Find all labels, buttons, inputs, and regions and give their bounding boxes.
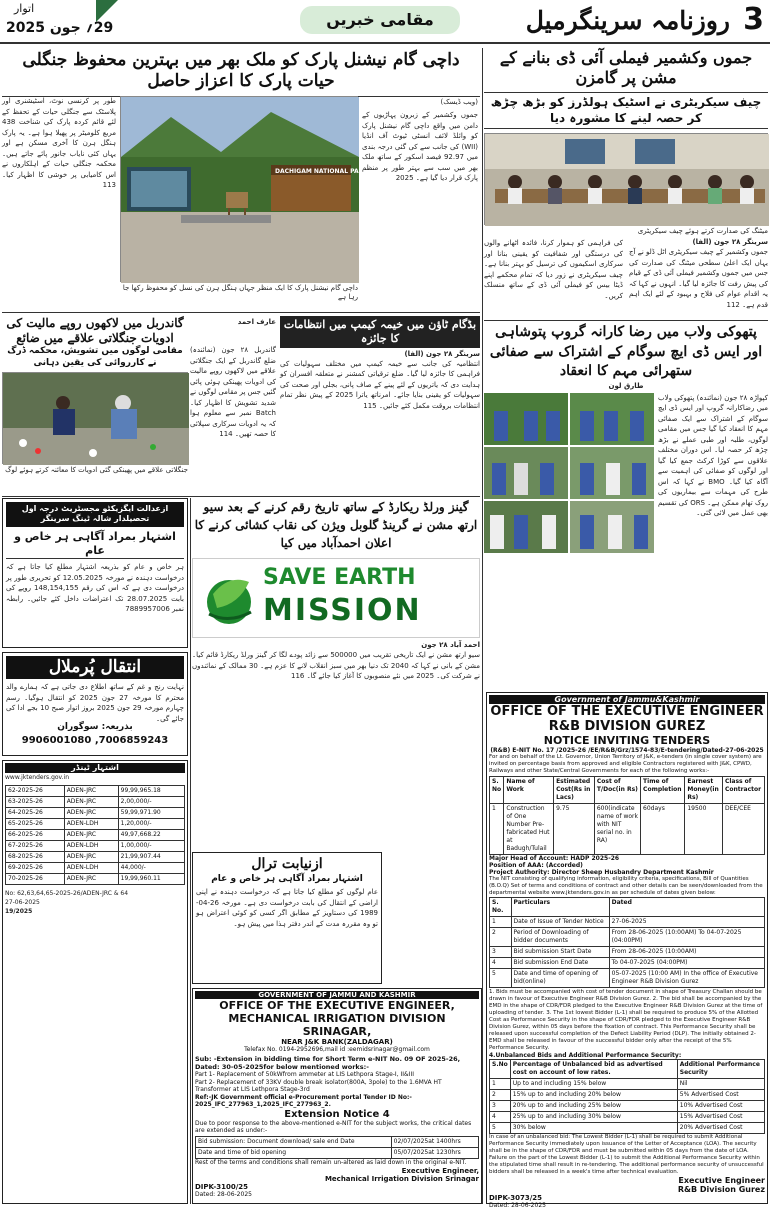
column-rule	[190, 498, 191, 1204]
table-cell: 1	[490, 804, 504, 855]
tender-terms2: In case of an unbalanced bid: The Lowest Bidder (L-1) shall be required to submit Additional Performance Security immediately upon issuance of the Letter of Acceptance (LOA). The security shall be in the shape of CDR/FDR and must be submitted within 05 days from the date of LOA. Failure on the part of the Lowest Bidder (L-1) to submit the Additional Performance Security within the stipulated time shall result in re-tendering. The additional performance security of unsuccessful bidders shall be released in a week's time after technical evaluation.	[489, 1134, 764, 1175]
table-cell: 05/07/2025at 1230hrs	[391, 1147, 478, 1158]
notice-body: عام لوگوں کو مطلع کیا جاتا ہے کہ درخواست دہندہ نے اپنی اراضی کے انتقال کی بابت درخواست دی ہے۔ مورخہ 26-04-1989 کی دستاویز کے مطابق اگر کسی کو کوئی اعتراض ہو تو وہ مقررہ مدت کے اندر دفتر ہذا میں پیش ہو۔	[196, 888, 378, 928]
table-cell: 67-2025-26	[6, 841, 65, 852]
table-cell: 15% Advertised Cost	[677, 1112, 764, 1123]
story-body-col2: جموں وکشمیر کے زبرون پہاڑیوں کے دامن میں واقع داچی گام نیشنل پارک کو وائلڈ لائف انسٹی ٹیوٹ آف انڈیا (WII) کی جانب سے کی گئی درجہ بندی میں 92.97 فیصد اسکور کے ساتھ ملک بھر میں سب سے بہتر طور پر منظم پارک قرار دیا گیا ہے۔ 2025	[362, 111, 478, 182]
tender-part2: Part 2- Replacement of 33KV double break isolator(800A, 3pole) to the 1.6MVA HT Transformer at LIS Lethpora Stage-3rd	[195, 1078, 442, 1093]
table-cell: Bid submission: Document download/ sale end Date	[196, 1136, 392, 1147]
table-cell: 1	[490, 917, 512, 928]
story-budgam	[280, 316, 480, 494]
table-row	[490, 1112, 765, 1123]
photo-caption: میٹنگ کی صدارت کرتے ہوئے چیف سیکریٹری	[637, 227, 768, 236]
table-header-cell: Additional Performance Security	[677, 1060, 764, 1079]
table-cell: 5% Advertised Cost	[677, 1090, 764, 1101]
table-cell: 63-2025-26	[6, 797, 65, 808]
table-row	[490, 947, 765, 958]
table-header-cell: S. No.	[490, 898, 512, 917]
story-body-left: کی فراہمی کو ہموار کرنا، فائدہ اٹھانے والوں کی درستگی اور شفافیت کو یقینی بنانا اور سرکاری اسکیموں کی ترسیل کو بہتر بنانا ہے۔ چیف سیکریٹری نے زور دیا کہ تمام محکمے اپنے ڈیٹا بیس کو فیملی آئی ڈی کے ساتھ منسلک کریں۔	[484, 239, 623, 300]
unbalanced-title: 4.Unbalanced Bids and Additional Performance Security:	[489, 1052, 682, 1059]
page-header	[0, 0, 770, 44]
table-cell: ADEN-JRC	[64, 830, 118, 841]
table-cell: Construction of One Number Pre-fabricated Hut at Badugh/Tulail	[504, 804, 554, 855]
table-header-row	[490, 777, 765, 804]
table-cell: 20% Advertised Cost	[677, 1123, 764, 1134]
notice-heading: اشتہار بمراد آگاہی ہر خاص و عام	[6, 530, 184, 560]
tender-part1: Part 1- Replacement of 50kWfrom ammeter at LIS Lethpora Stage-I, II&III	[195, 1071, 415, 1078]
table-cell: 69-2025-26	[6, 863, 65, 874]
table-header-cell: Particulars	[511, 898, 609, 917]
notice-footer-date: 27-06-2025	[5, 899, 40, 907]
notice-title: انتقال پُرملال	[6, 656, 184, 679]
table-cell: 1,20,000/-	[118, 819, 184, 830]
table-row	[490, 969, 765, 988]
story-headline: داچی گام نیشنل پارک کو ملک بھر میں بہترین محفوظ جنگلی حیات پارک کا اعزاز حاصل	[2, 50, 480, 97]
tender-govt: Government of Jammu&Kashmir	[489, 695, 765, 704]
table-row	[6, 819, 185, 830]
table-cell: To 04-07-2025 (04:00PM)	[609, 958, 764, 969]
photo-caption: داچی گام نیشنل پارک کا ایک منظر جہاں ہنگل ہرن کی نسل کو محفوظ رکھا جا رہا ہے	[122, 284, 358, 301]
column-rule	[482, 48, 483, 1204]
table-cell: 60days	[641, 804, 685, 855]
table-cell: Period of Downloading of bidder documents	[511, 928, 609, 947]
story-subheadline: چیف سیکریٹری نے اسٹیک ہولڈرز کو بڑھ چڑھ کر حصہ لینے کا مشورہ دیا	[484, 92, 768, 129]
tender-sign1: Executive Engineer	[678, 1176, 765, 1185]
photo-caption: جنگلاتی علاقے میں پھینکی گئی ادویات کا معائنہ کرتے ہوئے لوگ	[5, 466, 188, 475]
table-row	[6, 863, 185, 874]
table-row	[6, 874, 185, 885]
tender-office: OFFICE OF THE EXECUTIVE ENGINEER	[490, 704, 764, 719]
story-ganderbal	[2, 316, 188, 494]
tender-project: Project Authority: Director Sheep Husbandry Department Kashmir	[489, 869, 714, 876]
story-dateline: احمد آباد ۲۸ جون	[421, 641, 480, 649]
tender-intro: For and on behalf of the Lt. Governor, Union Territory of J&K, e-tenders (in single cover system) are invited on percentage basis from approved and eligible Contractors registered with J&K, CPWD, Railways and other State/Central Governments for each of the following works:-	[489, 754, 762, 774]
notice-url: www.jktenders.gov.in	[5, 774, 70, 782]
extension-body: Due to poor response to the above-mentioned e-NIT for the subject works, the critical dates are extended as under:-	[195, 1119, 472, 1134]
story-headline: پتھوکی ولاب میں رضا کارانہ گروپ پتوشاہی اور ایس ڈی ایچ سوگام کے اشتراک سے صفائی ستھرائی مہم کا انعقاد	[484, 320, 768, 382]
table-cell: 9.75	[554, 804, 595, 855]
corner-decoration	[96, 0, 118, 22]
medicine-photo	[2, 372, 188, 464]
table-cell: ADEN-LDH	[64, 863, 118, 874]
table-header-cell: Cost of T/Doc(in Rs)	[594, 777, 640, 804]
table-cell: 19500	[685, 804, 723, 855]
tender-govt: GOVERNMENT OF JAMMU AND KASHMIR	[195, 991, 479, 999]
notice-body: نہایت رنج و غم کے ساتھ اطلاع دی جاتی ہے کہ ہمارے والد محترم کا مورخہ 27 جون 2025 کو انتقال ہوگیا۔ رسم چہارم مورخہ 29 جون 2025 بروز اتوار صبح 10 بجے ادا کی جائے گی۔	[6, 683, 185, 723]
story-headline: گاندربل میں لاکھوں روپے مالیت کی ادویات جنگلاتی علاقے میں ضائع	[6, 316, 184, 345]
table-row	[6, 830, 185, 841]
table-cell: 4	[490, 958, 512, 969]
earth-leaf-icon	[199, 564, 259, 634]
table-cell: ADEN-LDH	[64, 841, 118, 852]
story-ganderbal-body	[190, 318, 276, 494]
schedule-table	[489, 897, 765, 988]
table-cell: From 28-06-2025 (10:00AM) To 04-07-2025 (04:00PM)	[609, 928, 764, 947]
tender-mechanical	[192, 988, 482, 1204]
table-cell: 02/07/2025at 1400hrs	[391, 1136, 478, 1147]
extension-title: Extension Notice 4	[284, 1108, 390, 1120]
unbalanced-table	[489, 1059, 765, 1134]
tender-subject: Sub: -Extension in bidding time for Short Term e-NIT No. 09 OF 2025-26, Dated: 30-05-2025for below mentioned works:-	[195, 1055, 461, 1071]
table-cell: ADEN-LDH	[64, 819, 118, 830]
park-photo-image	[121, 97, 368, 283]
divider	[2, 496, 480, 497]
table-cell: DEE/CEE	[722, 804, 764, 855]
story-body-col1: طور پر کرنسی نوٹ، اسٹیشنری اور پلاسٹک سے جنگلی حیات کے تحفظ کے لئے قائم کردہ پارک کی شناخت 438 مربع کلومیٹر پر پھیلا ہوا ہے۔ یہ پارک ہنگل ہرن کا آخری مسکن ہے اور یہاں کئی نایاب جانور پائے جاتے ہیں۔ محکمہ جنگلی حیات کے اہلکاروں نے اس کامیابی پر خوشی کا اظہار کیا۔ 113	[2, 97, 116, 189]
table-row	[490, 958, 765, 969]
story-dachigam	[2, 50, 480, 310]
notice-heading: اشتہار بمراد آگاہی ہر خاص و عام	[211, 873, 363, 884]
park-photo	[120, 96, 368, 282]
tender-notice: NOTICE INVITING TENDERS	[543, 734, 711, 747]
table-cell: ADEN-JRC	[64, 786, 118, 797]
table-cell: 20% up to and including 25% below	[510, 1101, 677, 1112]
table-row	[6, 841, 185, 852]
table-cell: Bid submission End Date	[511, 958, 609, 969]
notice-tender-small	[2, 760, 188, 1204]
notice-footer-ref: No: 62,63,64,65-2025-26/ADEN-JRC & 64	[5, 890, 129, 898]
tender-dated: Dated: 28-06-2025	[489, 1202, 546, 1209]
story-byline: عارف احمد	[237, 318, 276, 326]
table-row	[490, 1090, 765, 1101]
table-header-row	[490, 1060, 765, 1079]
table-row	[490, 1079, 765, 1090]
table-row	[490, 1123, 765, 1134]
story-body: کپواڑہ ۲۸ جون (نمائندہ) پتھوکی ولاب میں رضاکارانہ گروپ اور ایس ڈی ایچ سوگام کے اشتراک سے ایک صفائی مہم کا انعقاد کیا گیا جس میں مقامی لوگوں، طلبہ اور طبی عملے نے بڑھ چڑھ کر حصہ لیا۔ اس دوران مختلف علاقوں سے کوڑا کرکٹ جمع کیا گیا اور لوگوں کو صفائی کی اہمیت سے آگاہ کیا گیا۔ BMO نے کہا کہ اس طرح کی مہمات سے بیماریوں کی روک تھام ممکن ہے۔ ORS کی تقسیم بھی عمل میں لائی گئی۔	[658, 393, 768, 518]
table-cell: 2	[490, 1090, 511, 1101]
table-cell: Bid submission Start Date	[511, 947, 609, 958]
table-cell: 2	[490, 928, 512, 947]
notice-death	[2, 652, 188, 756]
table-header-cell: Time of Completion	[641, 777, 685, 804]
weekday: اتوار	[14, 2, 35, 15]
table-cell: 19,99,960.11	[118, 874, 184, 885]
tender-sign1: Executive Engineer,	[401, 1167, 479, 1175]
medicine-photo-image	[3, 373, 189, 465]
masthead: روزنامہ سرینگرمیل	[525, 6, 730, 35]
table-header-cell: S. No	[490, 777, 504, 804]
table-header-cell: Dated	[609, 898, 764, 917]
table-cell: From 28-06-2025 (10:00AM)	[609, 947, 764, 958]
tender-contact: Telefax No. 0194-2952696,mail id :eemidsrinagar@gmail.com	[244, 1046, 430, 1053]
table-row	[6, 797, 185, 808]
story-headline: بڈگام ٹاؤن میں خیمہ کیمپ میں انتظامات کا جائزہ	[280, 316, 480, 348]
table-cell: ADEN-JRC	[64, 808, 118, 819]
table-cell: 44,000/-	[118, 863, 184, 874]
story-subheadline: مقامی لوگوں میں تشویش، محکمہ ڈرگ نے کارروائی کی یقین دہانی	[7, 346, 183, 368]
tender-dated: Dated: 28-06-2025	[195, 1191, 252, 1198]
story-family-id	[484, 48, 768, 318]
table-row	[6, 786, 185, 797]
tender-sign2: R&B Division Gurez	[677, 1185, 765, 1194]
story-byline: طارق لون	[608, 381, 644, 390]
table-row	[6, 852, 185, 863]
notice-body: ہر خاص و عام کو بذریعہ اشتہار مطلع کیا جاتا ہے کہ درخواست دہندہ نے مورخہ 12.05.2025 کو تحریری طور پر درخواست دی ہے کہ اس کی رقم 148,154,155 روپے کی بابت 28.07.2025 تک اعتراضات داخل کئے جائیں۔ رابطہ نمبر 7889957006	[6, 563, 184, 614]
table-row	[6, 808, 185, 819]
table-cell: 21,99,907.44	[118, 852, 184, 863]
notice-title: ازنیابت ترال	[251, 856, 323, 872]
table-cell: 70-2025-26	[6, 874, 65, 885]
table-cell: Nil	[677, 1079, 764, 1090]
tender-ref: (R&B) E-NIT No. 17 /2025-26 /EE/R&B/Grz/1574-83/E-tendering/Dated-27-06-2025	[490, 747, 764, 754]
table-cell: ADEN-JRC	[64, 797, 118, 808]
save-earth-logo	[192, 558, 480, 638]
park-sign-text: DACHIGAM NATIONAL PARK	[275, 168, 368, 175]
photo-collage	[484, 393, 654, 733]
meeting-photo	[484, 133, 768, 225]
table-cell: 3	[490, 947, 512, 958]
story-dateline: سرینگر ۲۸ جون (الفا)	[692, 238, 768, 247]
notice-court	[2, 498, 188, 648]
notice-phones: 7006859243, 9906001080	[21, 734, 169, 746]
table-cell: 5	[490, 969, 512, 988]
table-cell: 68-2025-26	[6, 852, 65, 863]
logo-line1: SAVE EARTH	[263, 565, 416, 590]
story-body-right: جموں وکشمیر کے چیف سیکریٹری اٹل ڈلو نے آج یہاں ایک اعلیٰ سطحی میٹنگ کی صدارت کی جس میں جموں وکشمیر فیملی آئی ڈی کے قیام کی پیش رفت کا جائزہ لیا گیا۔ انہوں نے کہا کہ یہ اقدام عوام کی فلاح و بہبود کے لئے ایک اہم قدم ہے۔ 112	[629, 248, 768, 309]
tender-rest: Rest of the terms and conditions shall remain un-altered as laid down in the original e-NIT.	[195, 1158, 467, 1166]
story-save-earth	[192, 498, 480, 848]
tender-dipk: DIPK-3073/25	[489, 1194, 543, 1202]
table-cell: 62-2025-26	[6, 786, 65, 797]
table-header-cell: Class of Contractor	[722, 777, 764, 804]
page-number: 3	[743, 2, 764, 37]
issue-date: 29؍ جون 2025	[6, 20, 114, 36]
table-header-cell: Earnest Money(in Rs)	[685, 777, 723, 804]
notice-title: اشتہار ٹینڈر	[5, 763, 185, 773]
story-headline: جموں وکشمیر فیملی آئی ڈی بنانے کے مشن پر گامزن	[499, 48, 753, 87]
table-cell: Date of Issue of Tender Notice	[511, 917, 609, 928]
notice-sign: بذریعہ: سوگوران	[57, 722, 133, 733]
notice-title: ازعدالت ایگزیکٹو مجسٹریٹ درجہ اول تحصیلدار شالہ ٹینگ سرینگر	[6, 502, 184, 527]
tender-gurez	[486, 692, 768, 1209]
divider	[2, 312, 480, 313]
tender-division: MECHANICAL IRRIGATION DIVISION SRINAGAR,	[228, 1012, 446, 1038]
table-cell: 30% below	[510, 1123, 677, 1134]
story-body: گاندربل ۲۸ جون (نمائندہ) ضلع گاندربل کے ایک جنگلاتی علاقے میں لاکھوں روپے مالیت کی ادویات پھینکی ہوئی پائی گئیں جس پر مقامی لوگوں نے شدید تشویش کا اظہار کیا۔ Batch نمبر سے معلوم ہوا کہ یہ ادویات سرکاری سپلائی کا حصہ تھیں۔ 114	[190, 346, 276, 438]
table-header-cell: Estimated Cost(Rs in Lacs)	[554, 777, 595, 804]
table-row	[490, 928, 765, 947]
table-cell: 15% up to and including 20% below	[510, 1090, 677, 1101]
notice-tral	[192, 852, 382, 984]
table-row	[196, 1136, 479, 1147]
tender-schedule-intro: The NIT consisting of qualifying information, eligibility criteria, specifications, Bill of Quantities (B.O.Q) Set of terms and conditions of contract and other details can be seen/downloaded from the departmental website www.jktenders.gov.in as per schedule of dates given below:	[489, 876, 763, 896]
section-title: مقامی خبریں	[300, 6, 460, 34]
table-cell: 25% up to and including 30% below	[510, 1112, 677, 1123]
table-cell: Up to and including 15% below	[510, 1079, 677, 1090]
story-cleanliness	[484, 320, 768, 688]
table-cell: 1,00,000/-	[118, 841, 184, 852]
meeting-photo-image	[485, 134, 769, 226]
works-table	[489, 776, 765, 855]
tender-major-head: Major Head of Account: HADP 2025-26	[489, 855, 620, 862]
table-header-cell: S.No	[490, 1060, 511, 1079]
table-cell: 64-2025-26	[6, 808, 65, 819]
tender-dipk: DIPK-3100/25	[195, 1183, 249, 1191]
table-cell: 27-06-2025	[609, 917, 764, 928]
story-headline: گینز ورلڈ ریکارڈ کے ساتھ تاریخ رقم کرنے کے بعد سیو ارتھ مشن نے گرینڈ گلوبل ویژن کی نقاب کشائی کرنے کا اعلان احمدآباد میں کیا	[194, 500, 478, 550]
table-cell: 49,97,668.22	[118, 830, 184, 841]
table-header-cell: Name of Work	[504, 777, 554, 804]
table-cell: 05-07-2025 (10:00 AM) In the office of Executive Engineer R&B Division Gurez	[609, 969, 764, 988]
table-cell: Date and time of opening of bid(online)	[511, 969, 609, 988]
story-body: انتظامیہ کی جانب سے خیمہ کیمپ میں مختلف سہولیات کی فراہمی کا جائزہ لیا گیا۔ ضلع ترقیاتی کمشنر نے متعلقہ افسران کو ہدایت دی کہ یاتریوں کے لئے پینے کے صاف پانی، بجلی اور صحت کی سہولیات کو یقینی بنایا جائے۔ امرناتھ یاترا 2025 کے پیش نظر تمام انتظامات بروقت مکمل کئے جائیں۔ 115	[280, 359, 480, 410]
tender-table	[5, 785, 185, 885]
story-body: سیو ارتھ مشن نے ایک تاریخی تقریب میں 500000 سے زائد پودے لگا کر گینز ورلڈ ریکارڈ قائم کیا۔ مشن کے بانی نے کہا کہ 2040 تک دنیا بھر میں سبز انقلاب لانے کا عزم ہے۔ 30 ممالک کے نمائندوں نے شرکت کی۔ 2025 میں نئے منصوبوں کا آغاز کیا جائے گا۔ 116	[192, 651, 480, 680]
table-cell: 4	[490, 1112, 511, 1123]
table-cell: 1	[490, 1079, 511, 1090]
logo-line2: MISSION	[263, 593, 422, 628]
table-row	[490, 1101, 765, 1112]
table-cell: Date and time of bid opening	[196, 1147, 392, 1158]
tender-division: R&B DIVISION GUREZ	[548, 719, 706, 734]
table-cell: 5	[490, 1123, 511, 1134]
tender-ref: Ref:-JK Government official e-Procurement portal Tender ID No:- 2025_IFC_277963_1,2025_IFC_277963_2.	[195, 1093, 412, 1108]
table-row	[196, 1147, 479, 1158]
table-cell: 3	[490, 1101, 511, 1112]
table-cell: 65-2025-26	[6, 819, 65, 830]
cleanliness-photos	[484, 393, 654, 553]
table-row	[490, 917, 765, 928]
story-byline: (ویب ڈیسک)	[440, 98, 478, 106]
table-cell: 10% Advertised Cost	[677, 1101, 764, 1112]
table-cell: 66-2025-26	[6, 830, 65, 841]
table-cell: ADEN-JRC	[64, 874, 118, 885]
table-row	[490, 804, 765, 855]
extension-table	[195, 1136, 479, 1159]
table-cell: 600(indicate name of work with NIT serial no. in RA)	[594, 804, 640, 855]
tender-office: OFFICE OF THE EXECUTIVE ENGINEER,	[219, 999, 455, 1012]
table-header-row	[490, 898, 765, 917]
table-cell: 99,99,965.18	[118, 786, 184, 797]
tender-sign2: Mechanical Irrigation Division Srinagar	[324, 1175, 479, 1183]
table-cell: 2,00,000/-	[118, 797, 184, 808]
notice-code: 19/2025	[5, 908, 33, 916]
tender-position: Position of AAA: (Accorded)	[489, 862, 583, 869]
story-dateline: سرینگر ۲۸ جون (الفا)	[404, 349, 480, 358]
table-cell: ADEN-JRC	[64, 852, 118, 863]
table-cell: 59,99,971.90	[118, 808, 184, 819]
tender-near: NEAR J&K BANK(ZALDAGAR)	[281, 1038, 393, 1046]
tender-terms: 1. Bids must be accompanied with cost of tender document in shape of Treasury Challan should be drawn in favour of Executive Engineer R&B Division Gurez. 2. The bid shall be accompanied by the EMD in the shape of CDR/FDR pledged to the Executive Engineer R&B Division Gurez at the time of uploading of tender. 3. The 1st lowest Bidder (L-1) shall be required to produce 5% of the Allotted Cost as Performance Security in the shape of CDR/FDR pledged to the Executive Engineer R&B Division Gurez, within 05 days before the fixation of contract. This Performance Security shall be released upon successful completion of the Defect Liability Period (DLP). The initially obtained 2-EMD shall be released in favour of the successful bidder only after the receipt of the 5% Performance Security.	[489, 989, 763, 1051]
table-header-cell: Percentage of Unbalanced bid as advertised cost on account of low rates.	[510, 1060, 677, 1079]
